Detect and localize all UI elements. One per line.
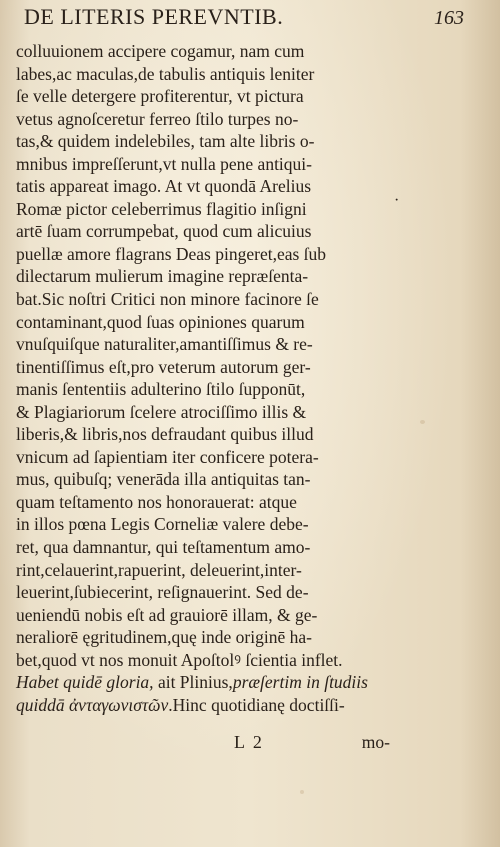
text-line: Romæ pictor celeberrimus flagitio inſigni: [16, 198, 307, 219]
text-line: labes,ac maculas,de tabulis antiquis leniter: [16, 63, 315, 84]
page-header: [24, 4, 464, 38]
text-line: contaminant,quod ſuas opiniones quarum: [16, 311, 305, 332]
text-line: ret, qua damnantur, qui teſtamentum amo-: [16, 537, 311, 558]
text-line: quam teſtamento nos honorauerat: atque: [16, 491, 297, 512]
text-line: neraliorē ęgritudinem,quę inde originē ha-: [16, 627, 312, 648]
text-line: dilectarum mulierum imagine repræſenta-: [16, 266, 309, 287]
text-line: leuerint,ſubiecerint, reſignauerint. Sed de-: [16, 582, 309, 603]
text-line: bet,quod vt nos monuit Apoſtolꝰ ſcientia inflet.: [16, 649, 343, 670]
italic-quote-start: Habet quidē gloria,: [16, 672, 154, 693]
italic-greek-phrase: quiddā ἀνταγωνιστῶν: [16, 694, 169, 715]
text-line: vnicum ad ſapientiam iter conficere potera-: [16, 446, 319, 467]
text-line: manis ſententiis adulterino ſtilo ſupponūt,: [16, 379, 306, 400]
text-line: vetus agnoſceretur ferreo ſtilo turpes no-: [16, 108, 299, 129]
margin-dot: ·: [394, 192, 400, 209]
text-line: mus, quibuſq; venerāda illa antiquitas tan-: [16, 469, 311, 490]
italic-quote-end: præſertim in ſtudiis: [232, 672, 368, 693]
roman-attribution: ait Plinius,: [153, 672, 233, 693]
text-line-final: [16, 694, 390, 717]
running-title: DE LITERIS PEREVNTIB.: [24, 4, 284, 29]
text-line: artē ſuam corrumpebat, quod cum alicuius: [16, 221, 312, 242]
text-line: ſe velle detergere profiterentur, vt pictura: [16, 86, 304, 107]
text-line: tinentiſſimus eſt,pro veterum autorum ger-: [16, 356, 311, 377]
text-line: tatis appareat imago. At vt quondā Arelius: [16, 176, 312, 197]
text-line: & Plagiariorum ſcelere atrociſſimo illis &: [16, 401, 307, 422]
catchword: mo-: [361, 732, 390, 752]
foxing-spot: [300, 790, 304, 794]
text-line: in illos pœna Legis Corneliæ valere debe-: [16, 514, 309, 535]
text-line: vnuſquiſque naturaliter,amantiſſimus & re-: [16, 334, 313, 355]
text-line: bat.Sic noſtri Critici non minore facinore ſe: [16, 289, 319, 310]
text-line: colluuionem accipere cogamur, nam cum: [16, 41, 305, 61]
text-line-mixed: [16, 671, 390, 694]
body-text: [16, 40, 390, 716]
text-line: liberis,& libris,nos defraudant quibus illud: [16, 424, 314, 445]
page-number: 163: [434, 7, 464, 29]
roman-continuation: .Hinc quotidianę doctiſſi-: [168, 694, 345, 715]
text-line: ueniendū nobis eſt ad grauiorē illam, & ge-: [16, 604, 318, 625]
page-footer: [24, 732, 390, 756]
signature-mark: L 2: [234, 732, 264, 752]
text-line: rint,celauerint,rapuerint, deleuerint,inter-: [16, 559, 302, 580]
text-line: puellæ amore flagrans Deas pingeret,eas ſub: [16, 243, 327, 264]
foxing-spot: [420, 420, 425, 424]
text-line: tas,& quidem indelebiles, tam alte libris o-: [16, 131, 315, 152]
text-line: mnibus impreſſerunt,vt nulla pene antiqui-: [16, 153, 312, 174]
